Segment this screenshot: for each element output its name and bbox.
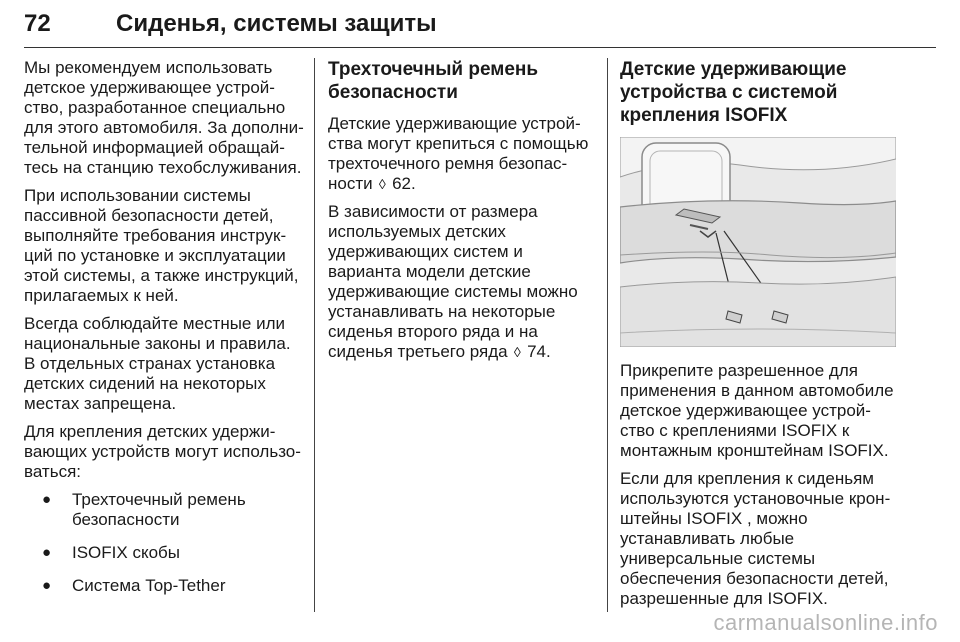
isofix-seat-illustration [620,137,896,347]
list-item [24,490,306,530]
paragraph-isofix-attach: Прикрепите разрешенное для применения в данном автомобиле детское удерживающее устройство с креплениями ISOFIX к монтажным кронштейнам ISOFIX. [620,361,894,460]
bullet-icon: ● [42,577,52,594]
page-header [24,8,936,46]
bullet-icon: ● [42,491,52,508]
page-reference-icon: ◊ [513,344,521,360]
page-reference-icon: ◊ [378,176,386,192]
paragraph-laws: Всегда соблюдайте местные или национальные законы и правила. В отдельных странах установка детских сидений на некоторых местах запрещена. [24,314,291,413]
column-divider-2 [607,58,608,612]
paragraph-text: В зависимости от размера используемых детских удерживающих систем и варианта модели детские удерживающие системы можно устанавливать на некоторые сиденья второго ряда и на сиденья третьего ряда [328,202,578,361]
paragraph-isofix-universal: Если для крепления к сиденьям используются установочные кронштейны ISOFIX , можно устанавливать любые универсальные системы обеспечения безопасности детей, разрешенные для ISOFIX. [620,469,891,608]
page-number: 72 [24,10,51,37]
column-3 [620,58,896,617]
paragraph-seat-rows [328,202,596,362]
list-item [24,543,306,563]
watermark: carmanualsonline.info [713,610,938,635]
bullet-icon: ● [42,544,52,561]
list-item-text: Трехточечный ремень безопасности [72,490,246,529]
page-reference-link[interactable]: 62. [392,174,416,193]
page-reference-link[interactable]: 74. [527,342,551,361]
list-item-text: Система Top-Tether [72,576,226,595]
paragraph-instructions: При использовании системы пассивной безопасности детей, выполняйте требования инструкций по установке и эксплуатации этой системы, а также инструкций, прилагаемых к ней. [24,186,299,305]
paragraph-fastening-intro: Для крепления детских удерживающих устройств могут использоваться: [24,422,301,481]
heading-isofix: Детские удерживающие устройства с системой крепления ISOFIX [620,59,847,126]
header-rule [24,47,936,48]
heading-three-point-belt: Трехточечный ремень безопасности [328,59,539,103]
fastening-list [24,490,306,596]
column-divider-1 [314,58,315,612]
list-item [24,576,306,596]
paragraph-belt-fastening [328,114,596,194]
paragraph-text: Детские удерживающие устройства могут крепиться с помощью трехточечного ремня безопасности [328,114,589,193]
paragraph-recommendation: Мы рекомендуем использовать детское удерживающее устройство, разработанное специально для этого автомобиля. За дополнительной информацией обращайтесь на станцию техобслуживания. [24,58,304,177]
section-title: Сиденья, системы защиты [116,10,437,37]
isofix-seat-drawing [620,137,896,347]
list-item-text: ISOFIX скобы [72,543,180,562]
column-1 [24,58,306,609]
column-2 [328,58,596,370]
